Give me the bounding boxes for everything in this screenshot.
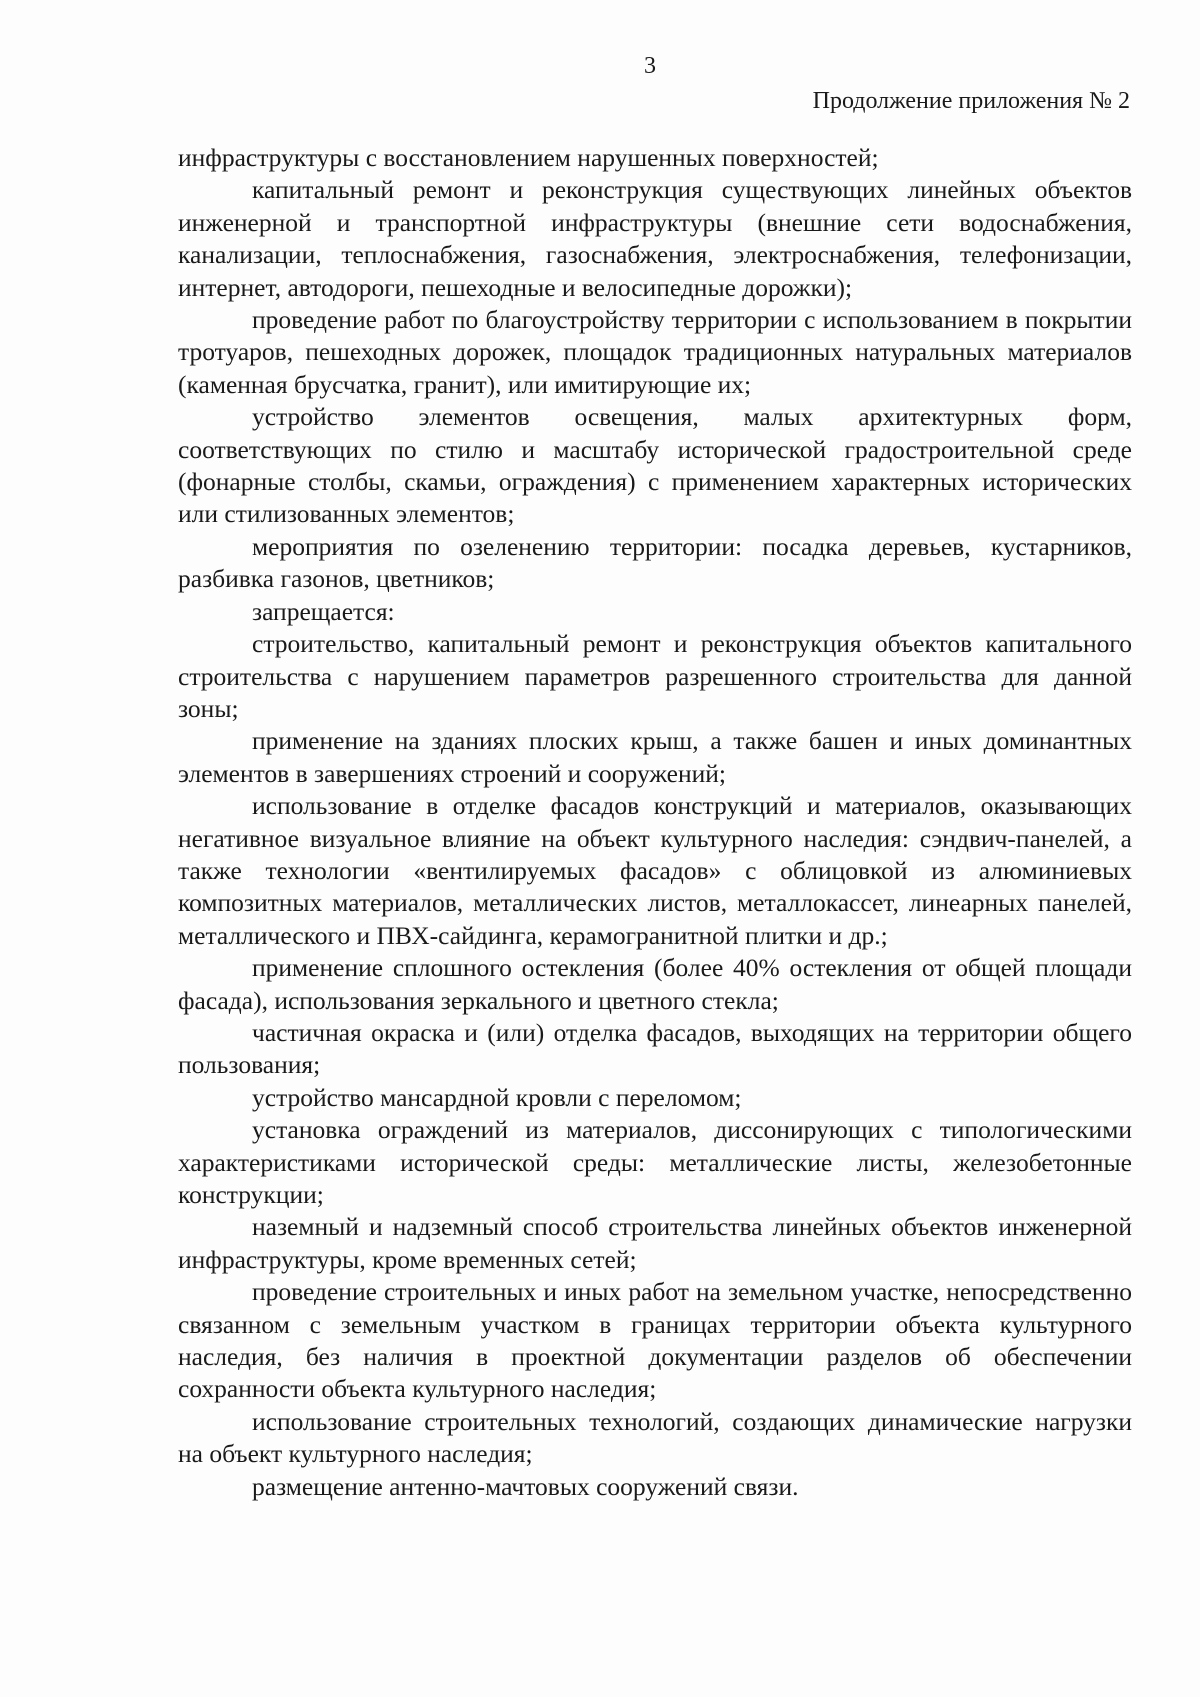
paragraph: мероприятия по озеленению территории: посадка деревьев, кустарников, разбивка газонов, цветников; bbox=[178, 531, 1132, 594]
paragraph: применение сплошного остекления (более 40% остекления от общей площади фасада), использования зеркального и цветного стекла; bbox=[178, 953, 1132, 1015]
paragraph: устройство элементов освещения, малых архитектурных форм, соответствующих по стилю и масштабу исторической градостроительной среде (фонарные столбы, скамьи, ограждения) с применением характерных исторических или стилизованных элементов; bbox=[178, 402, 1132, 529]
paragraph: применение на зданиях плоских крыш, а также башен и иных доминантных элементов в завершениях строений и сооружений; bbox=[178, 726, 1132, 788]
paragraph: наземный и надземный способ строительства линейных объектов инженерной инфраструктуры, кроме временных сетей; bbox=[178, 1212, 1132, 1274]
paragraph: размещение антенно-мачтовых сооружений связи. bbox=[252, 1471, 799, 1501]
section-label-prohibited: запрещается: bbox=[252, 596, 395, 626]
paragraph: проведение строительных и иных работ на земельном участке, непосредственно связанном с земельным участком в границах территории объекта культурного наследия, без наличия в проектной документации разделов об обеспечении сохранности объекта культурного наследия; bbox=[178, 1277, 1132, 1404]
paragraph: использование в отделке фасадов конструкций и материалов, оказывающих негативное визуальное влияние на объект культурного наследия: сэндвич-панелей, а также технологии «вентилируемых фасадов» с облицовкой из алюминиевых композитных материалов, металлических листов, металлокассет, линеарных панелей, металлического и ПВХ-сайдинга, керамогранитной плитки и др.; bbox=[178, 791, 1132, 950]
paragraph: капитальный ремонт и реконструкция существующих линейных объектов инженерной и транспортной инфраструктуры (внешние сети водоснабжения, канализации, теплоснабжения, газоснабжения, электроснабжения, телефонизации, интернет, автодороги, пешеходные и велосипедные дорожки); bbox=[178, 175, 1132, 302]
paragraph: строительство, капитальный ремонт и реконструкция объектов капитального строительства с нарушением параметров разрешенного строительства для данной зоны; bbox=[178, 629, 1132, 723]
paragraph-continuation: инфраструктуры с восстановлением нарушенных поверхностей; bbox=[178, 143, 879, 172]
paragraph: частичная окраска и (или) отделка фасадов, выходящих на территории общего пользования; bbox=[178, 1017, 1132, 1080]
paragraph: установка ограждений из материалов, диссонирующих с типологическими характеристиками исторической среды: металлические листы, железобетонные конструкции; bbox=[178, 1115, 1132, 1209]
document-body bbox=[178, 142, 1132, 1503]
paragraph: устройство мансардной кровли с переломом; bbox=[252, 1082, 742, 1112]
paragraph: проведение работ по благоустройству территории с использованием в покрытии тротуаров, пешеходных дорожек, площадок традиционных натуральных материалов (каменная брусчатка, гранит), или имитирующие их; bbox=[178, 305, 1132, 399]
page-number: 3 bbox=[644, 53, 656, 79]
paragraph: использование строительных технологий, создающих динамические нагрузки на объект культурного наследия; bbox=[178, 1406, 1132, 1469]
running-header: Продолжение приложения № 2 bbox=[812, 88, 1130, 114]
